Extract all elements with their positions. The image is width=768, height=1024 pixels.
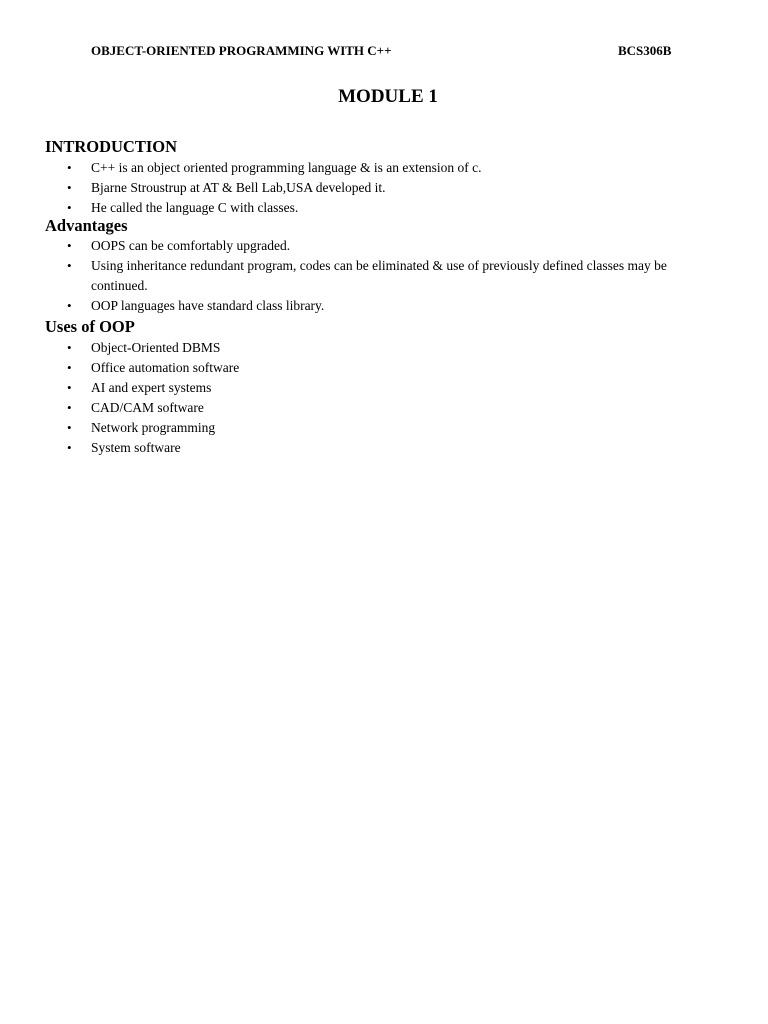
list-item: • System software	[0, 438, 711, 458]
section-heading-uses-of-oop: Uses of OOP	[45, 317, 135, 336]
bullet-icon: •	[67, 180, 72, 195]
bullet-icon: •	[67, 238, 72, 253]
bullet-icon: •	[67, 360, 72, 375]
bullet-icon: •	[67, 420, 72, 435]
list-item: • Office automation software	[0, 358, 711, 378]
introduction-list	[0, 158, 711, 218]
list-item: • Using inheritance redundant program, codes can be eliminated & use of previously defined classes may be continued.	[67, 258, 667, 293]
list-item: • Bjarne Stroustrup at AT & Bell Lab,USA developed it.	[0, 178, 711, 198]
list-item: • AI and expert systems	[0, 378, 711, 398]
section-heading-advantages: Advantages	[45, 216, 128, 235]
bullet-icon: •	[67, 160, 72, 175]
bullet-icon: •	[67, 340, 72, 355]
list-item: • He called the language C with classes.	[0, 198, 711, 218]
list-item: • OOPS can be comfortably upgraded.	[0, 236, 711, 256]
list-item: • CAD/CAM software	[0, 398, 711, 418]
course-code: BCS306B	[618, 43, 672, 58]
bullet-icon: •	[67, 298, 72, 313]
bullet-icon: •	[67, 380, 72, 395]
list-item: • Network programming	[0, 418, 711, 438]
bullet-icon: •	[67, 258, 72, 273]
list-item: • OOP languages have standard class library.	[0, 296, 711, 316]
bullet-icon: •	[67, 200, 72, 215]
list-item: • C++ is an object oriented programming language & is an extension of c.	[0, 158, 711, 178]
uses-of-oop-list	[0, 338, 711, 458]
list-item: • Object-Oriented DBMS	[0, 338, 711, 358]
advantages-list	[0, 236, 711, 316]
bullet-icon: •	[67, 400, 72, 415]
section-heading-introduction: INTRODUCTION	[45, 137, 178, 156]
module-title: MODULE 1	[338, 86, 438, 107]
course-title: OBJECT-ORIENTED PROGRAMMING WITH C++	[91, 43, 392, 58]
bullet-icon: •	[67, 440, 72, 455]
